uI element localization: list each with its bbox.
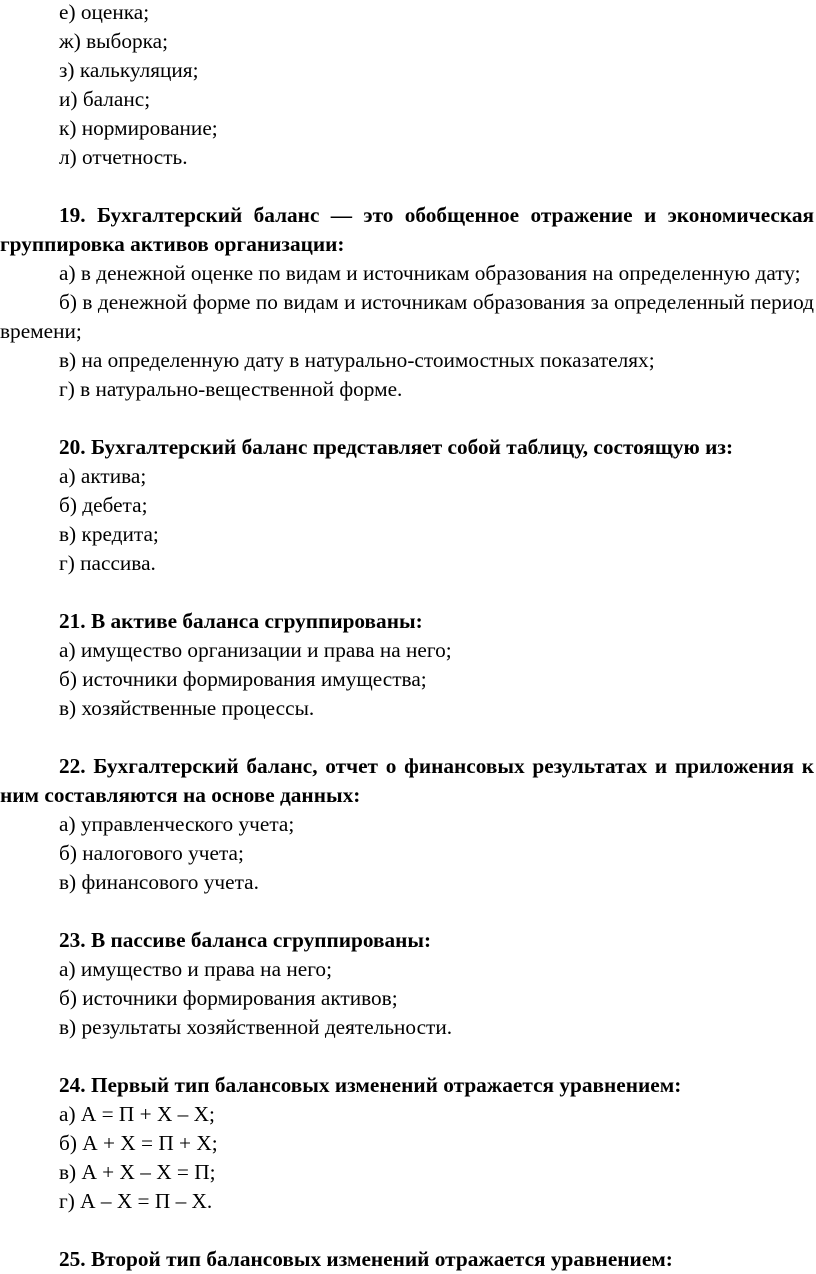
question-title: 21. В активе баланса сгруппированы: [59,609,423,633]
question-21 [0,607,816,723]
answer-option: б) налогового учета; [59,841,244,865]
answer-option: а) управленческого учета; [59,812,295,836]
answer-option: г) в натурально-вещественной форме. [59,377,403,401]
answer-option: г) пассива. [59,551,156,575]
answer-option: а) в денежной оценке по видам и источникам образования на определенную дату; [59,261,801,285]
answer-option: а) имущество и права на него; [59,957,332,981]
question-title: 25. Второй тип балансовых изменений отражается уравнением: [59,1247,673,1271]
answer-option: б) А + Х = П + Х; [59,1131,218,1155]
answer-option: в) А + Х – Х = П; [59,1160,216,1184]
answer-option: в) финансового учета. [59,870,259,894]
question-title: 24. Первый тип балансовых изменений отражается уравнением: [59,1073,682,1097]
answer-option: в) кредита; [59,522,159,546]
question-title: 22. Бухгалтерский баланс, отчет о финансовых результатах и приложения к ним составляются на основе данных: [0,754,814,807]
answer-option: в) на определенную дату в натурально-стоимостных показателях; [59,348,655,372]
answer-option: г) А – Х = П – Х. [59,1189,213,1213]
question-title: 19. Бухгалтерский баланс — это обобщенное отражение и экономическая группировка активов организации: [0,203,814,256]
question-23 [0,926,816,1042]
answer-option: б) в денежной форме по видам и источникам образования за определенный период времени; [0,290,814,343]
answer-option: б) источники формирования активов; [59,986,398,1010]
list-item: и) баланс; [59,87,151,111]
question-19 [0,201,816,404]
list-item: е) оценка; [59,0,150,24]
list-item: ж) выборка; [59,29,169,53]
answer-option: б) дебета; [59,493,148,517]
answer-option: а) актива; [59,464,147,488]
question-22 [0,752,816,897]
question-title: 20. Бухгалтерский баланс представляет собой таблицу, состоящую из: [59,435,734,459]
list-item: л) отчетность. [59,145,188,169]
question-20 [0,433,816,578]
answer-option: б) источники формирования имущества; [59,667,427,691]
list-item: к) нормирование; [59,116,218,140]
question-title: 23. В пассиве баланса сгруппированы: [59,928,432,952]
previous-question-options [0,0,816,172]
answer-option: в) результаты хозяйственной деятельности. [59,1015,453,1039]
answer-option: а) А = П + Х – Х; [59,1102,215,1126]
answer-option: а) имущество организации и права на него; [59,638,452,662]
answer-option: в) хозяйственные процессы. [59,696,315,720]
question-24 [0,1071,816,1216]
list-item: з) калькуляция; [59,58,199,82]
question-25 [0,1245,816,1274]
